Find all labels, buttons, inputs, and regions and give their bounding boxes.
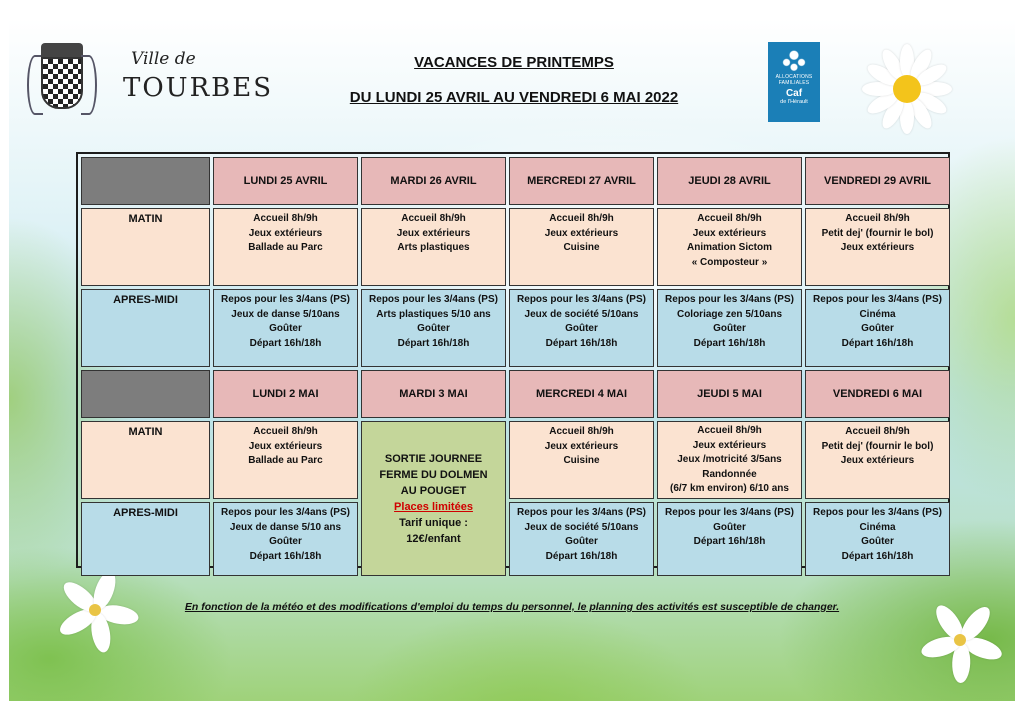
matin-cell xyxy=(361,208,506,286)
activity-line: Jeux extérieurs xyxy=(692,227,767,239)
activity-line: « Composteur » xyxy=(691,256,768,268)
apres-midi-cell xyxy=(805,502,950,576)
activity-line: Repos pour les 3/4ans (PS) xyxy=(813,294,942,305)
town-logo xyxy=(23,41,274,113)
footer-note: En fonction de la météo et des modifications d'emploi du temps du personnel, le planning des activités est susceptible de changer. xyxy=(184,601,840,613)
activity-line: Cuisine xyxy=(563,455,600,466)
activity-line: Départ 16h/18h xyxy=(545,337,618,349)
activity-line: Repos pour les 3/4ans (PS) xyxy=(221,294,350,305)
table-corner xyxy=(81,370,210,418)
apres-midi-cell xyxy=(657,289,802,367)
activity-line: Repos pour les 3/4ans (PS) xyxy=(813,507,942,518)
activity-line: Goûter xyxy=(713,521,746,533)
crown-icon xyxy=(41,43,83,57)
matin-cell xyxy=(657,421,802,499)
activity-line: Ballade au Parc xyxy=(248,242,323,253)
activity-line: (6/7 km environ) 6/10 ans xyxy=(670,483,789,494)
activity-line: Jeux extérieurs xyxy=(840,242,915,253)
activity-line: Goûter xyxy=(861,323,894,334)
matin-cell xyxy=(805,421,950,499)
apres-midi-cell xyxy=(509,502,654,576)
activity-line: Accueil 8h/9h xyxy=(697,213,762,224)
limited-places-note: Places limitées xyxy=(394,500,473,513)
day-header: LUNDI 2 MAI xyxy=(213,370,358,418)
daisy-decoration-top-right xyxy=(859,41,955,137)
activity-line: Petit dej' (fournir le bol) xyxy=(821,440,934,452)
town-script-label: Ville de xyxy=(131,49,196,69)
activity-line: Jeux extérieurs xyxy=(840,455,915,466)
day-header: MARDI 3 MAI xyxy=(361,370,506,418)
day-header: JEUDI 28 AVRIL xyxy=(657,157,802,205)
apres-midi-cell xyxy=(213,289,358,367)
activity-line: Accueil 8h/9h xyxy=(253,213,318,224)
activity-line: Départ 16h/18h xyxy=(841,337,914,349)
activity-line: Accueil 8h/9h xyxy=(845,426,910,437)
activity-line: Accueil 8h/9h xyxy=(549,213,614,224)
town-name: TOURBES xyxy=(123,73,274,103)
activity-line: Jeux de danse 5/10 ans xyxy=(229,521,342,533)
day-header: MARDI 26 AVRIL xyxy=(361,157,506,205)
matin-cell xyxy=(213,208,358,286)
table-corner xyxy=(81,157,210,205)
day-header: JEUDI 5 MAI xyxy=(657,370,802,418)
coat-of-arms-icon xyxy=(41,57,83,109)
activity-line: Repos pour les 3/4ans (PS) xyxy=(665,507,794,518)
activity-line: Accueil 8h/9h xyxy=(549,426,614,437)
day-header: LUNDI 25 AVRIL xyxy=(213,157,358,205)
apres-midi-cell xyxy=(657,502,802,576)
row-label-matin: MATIN xyxy=(81,421,210,499)
outing-line: AU POUGET xyxy=(400,484,467,497)
activity-line: Goûter xyxy=(565,536,598,547)
matin-cell xyxy=(657,208,802,286)
caf-department: de l'Hérault xyxy=(780,99,808,105)
activity-line: Repos pour les 3/4ans (PS) xyxy=(369,294,498,305)
activity-line: Jeux de société 5/10ans xyxy=(524,308,639,320)
apres-midi-cell xyxy=(805,289,950,367)
activity-line: Repos pour les 3/4ans (PS) xyxy=(221,507,350,518)
activity-line: Accueil 8h/9h xyxy=(401,213,466,224)
matin-cell xyxy=(213,421,358,499)
activity-line: Goûter xyxy=(713,323,746,334)
page-subtitle: DU LUNDI 25 AVRIL AU VENDREDI 6 MAI 2022 xyxy=(349,89,679,106)
caf-line1: ALLOCATIONS xyxy=(775,74,813,80)
activity-line: Arts plastiques 5/10 ans xyxy=(376,308,491,320)
row-label-matin: MATIN xyxy=(81,208,210,286)
activity-line: Jeux extérieurs xyxy=(248,227,323,239)
row-label-apres-midi: APRES-MIDI xyxy=(81,289,210,367)
activity-line: Repos pour les 3/4ans (PS) xyxy=(665,294,794,305)
matin-cell xyxy=(805,208,950,286)
activity-line: Jeux de danse 5/10ans xyxy=(231,308,340,320)
caf-family-icon xyxy=(779,48,809,72)
matin-cell xyxy=(509,208,654,286)
activity-line: Repos pour les 3/4ans (PS) xyxy=(517,294,646,305)
activity-line: Petit dej' (fournir le bol) xyxy=(821,227,934,239)
day-header: VENDREDI 29 AVRIL xyxy=(805,157,950,205)
activity-line: Départ 16h/18h xyxy=(693,337,766,349)
caf-logo xyxy=(768,42,820,122)
activity-line: Goûter xyxy=(861,536,894,547)
activity-line: Ballade au Parc xyxy=(248,455,323,466)
day-header: MERCREDI 4 MAI xyxy=(509,370,654,418)
activity-line: Jeux extérieurs xyxy=(248,440,323,452)
day-header: MERCREDI 27 AVRIL xyxy=(509,157,654,205)
activity-line: Cuisine xyxy=(563,242,600,253)
activity-line: Goûter xyxy=(269,323,302,334)
flyer-page xyxy=(9,19,1015,701)
caf-line2: FAMILIALES xyxy=(778,80,810,86)
activity-line: Coloriage zen 5/10ans xyxy=(676,308,783,320)
row-label-apres-midi: APRES-MIDI xyxy=(81,502,210,576)
apres-midi-cell xyxy=(361,289,506,367)
apres-midi-cell xyxy=(509,289,654,367)
laurel-right-icon xyxy=(81,55,97,115)
page-title: VACANCES DE PRINTEMPS xyxy=(414,54,614,71)
activity-line: Jeux extérieurs xyxy=(544,440,619,452)
activity-line: Jeux extérieurs xyxy=(544,227,619,239)
activity-timetable xyxy=(76,152,950,568)
activity-line: Goûter xyxy=(417,323,450,334)
activity-line: Goûter xyxy=(269,536,302,547)
activity-line: Départ 16h/18h xyxy=(397,337,470,349)
activity-line: Goûter xyxy=(565,323,598,334)
matin-cell xyxy=(509,421,654,499)
outing-line: SORTIE JOURNEE xyxy=(384,452,483,465)
activity-line: Jeux de société 5/10ans xyxy=(524,521,639,533)
outing-line: FERME DU DOLMEN xyxy=(379,468,488,481)
activity-line: Arts plastiques xyxy=(397,242,470,253)
activity-line: Départ 16h/18h xyxy=(249,337,322,349)
activity-line: Départ 16h/18h xyxy=(841,550,914,562)
day-trip-cell xyxy=(361,421,506,576)
activity-line: Cinéma xyxy=(859,521,896,533)
day-header: VENDREDI 6 MAI xyxy=(805,370,950,418)
activity-line: Départ 16h/18h xyxy=(693,536,766,547)
activity-line: Jeux extérieurs xyxy=(396,227,471,239)
activity-line: Animation Sictom xyxy=(686,242,772,253)
apres-midi-cell xyxy=(213,502,358,576)
activity-line: Jeux extérieurs xyxy=(692,439,767,451)
activity-line: Accueil 8h/9h xyxy=(697,425,762,436)
activity-line: Départ 16h/18h xyxy=(249,550,322,562)
activity-line: Départ 16h/18h xyxy=(545,550,618,562)
activity-line: Repos pour les 3/4ans (PS) xyxy=(517,507,646,518)
activity-line: Jeux /motricité 3/5ans xyxy=(677,454,782,465)
activity-line: Randonnée xyxy=(702,468,757,480)
caf-name: Caf xyxy=(785,88,803,99)
activity-line: Cinéma xyxy=(859,308,896,320)
outing-price: 12€/enfant xyxy=(406,532,461,545)
activity-line: Accueil 8h/9h xyxy=(845,213,910,224)
activity-line: Accueil 8h/9h xyxy=(253,426,318,437)
outing-line: Tarif unique : xyxy=(399,516,468,529)
